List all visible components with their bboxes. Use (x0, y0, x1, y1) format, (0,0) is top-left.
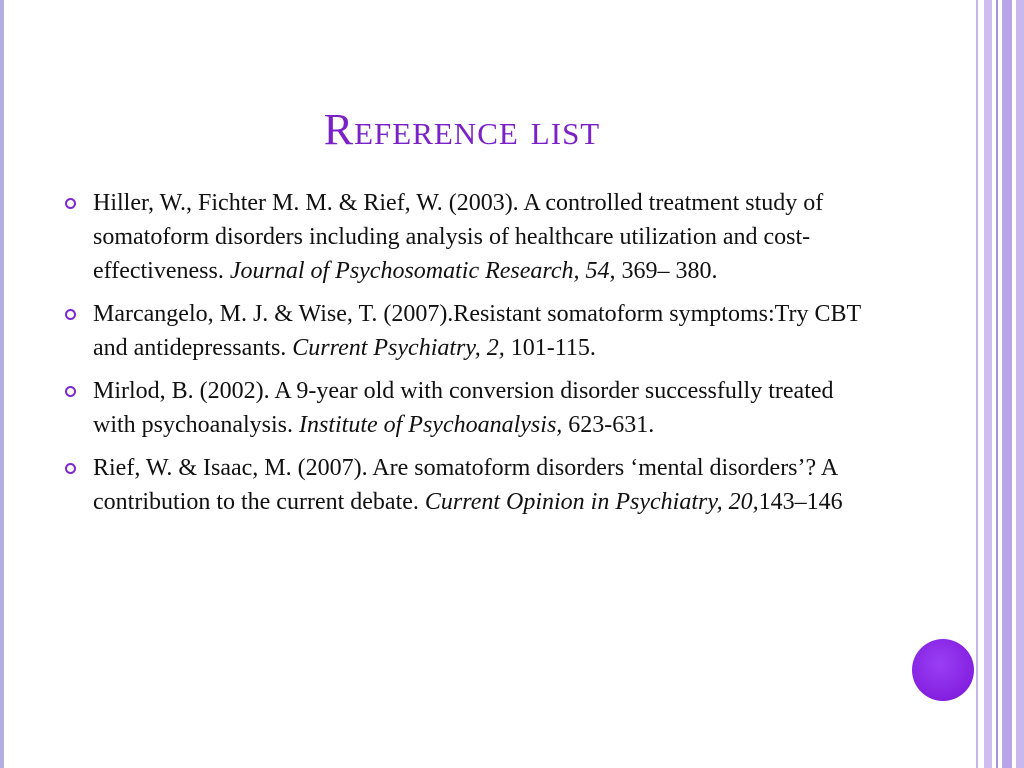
reference-item (62, 186, 882, 288)
reference-text: Marcangelo, M. J. & Wise, T. (2007).Resistant somatoform symptoms:Try CBT and antidepressants. (93, 301, 861, 361)
ring-bullet-icon (65, 463, 76, 474)
stripe (1016, 0, 1024, 768)
stripe (976, 0, 978, 768)
reference-pages: 623-631. (562, 412, 655, 438)
reference-pages: 369– 380. (615, 258, 718, 284)
ring-bullet-icon (65, 309, 76, 320)
reference-journal: Journal of Psychosomatic Research, 54, (229, 258, 616, 284)
ring-bullet-icon (65, 386, 76, 397)
reference-text: Rief, W. & Isaac, M. (2007). Are somatoform disorders ‘mental disorders’? A contribution to the current debate. (93, 455, 837, 515)
stripe (1002, 0, 1012, 768)
reference-journal: Institute of Psychoanalysis, (298, 412, 563, 438)
reference-item (62, 374, 882, 442)
right-decorative-stripes (976, 0, 1024, 768)
reference-text: Mirlod, B. (2002). A 9-year old with conversion disorder successfully treated with psychoanalysis. (93, 378, 834, 438)
stripe (984, 0, 992, 768)
reference-text: Hiller, W., Fichter M. M. & Rief, W. (2003). A controlled treatment study of somatoform disorders including analysis of healthcare utilization and cost-effectiveness. (93, 190, 824, 284)
slide-title: Reference list (323, 105, 601, 154)
reference-item (62, 451, 882, 519)
reference-list (62, 186, 882, 528)
decorative-circle (912, 639, 974, 701)
reference-journal: Current Opinion in Psychiatry, 20, (424, 489, 759, 515)
reference-pages: 143–146 (758, 489, 843, 515)
stripe (996, 0, 998, 768)
reference-journal: Current Psychiatry, 2, (292, 335, 505, 361)
reference-item (62, 297, 882, 365)
ring-bullet-icon (65, 198, 76, 209)
reference-pages: 101-115. (504, 335, 596, 361)
